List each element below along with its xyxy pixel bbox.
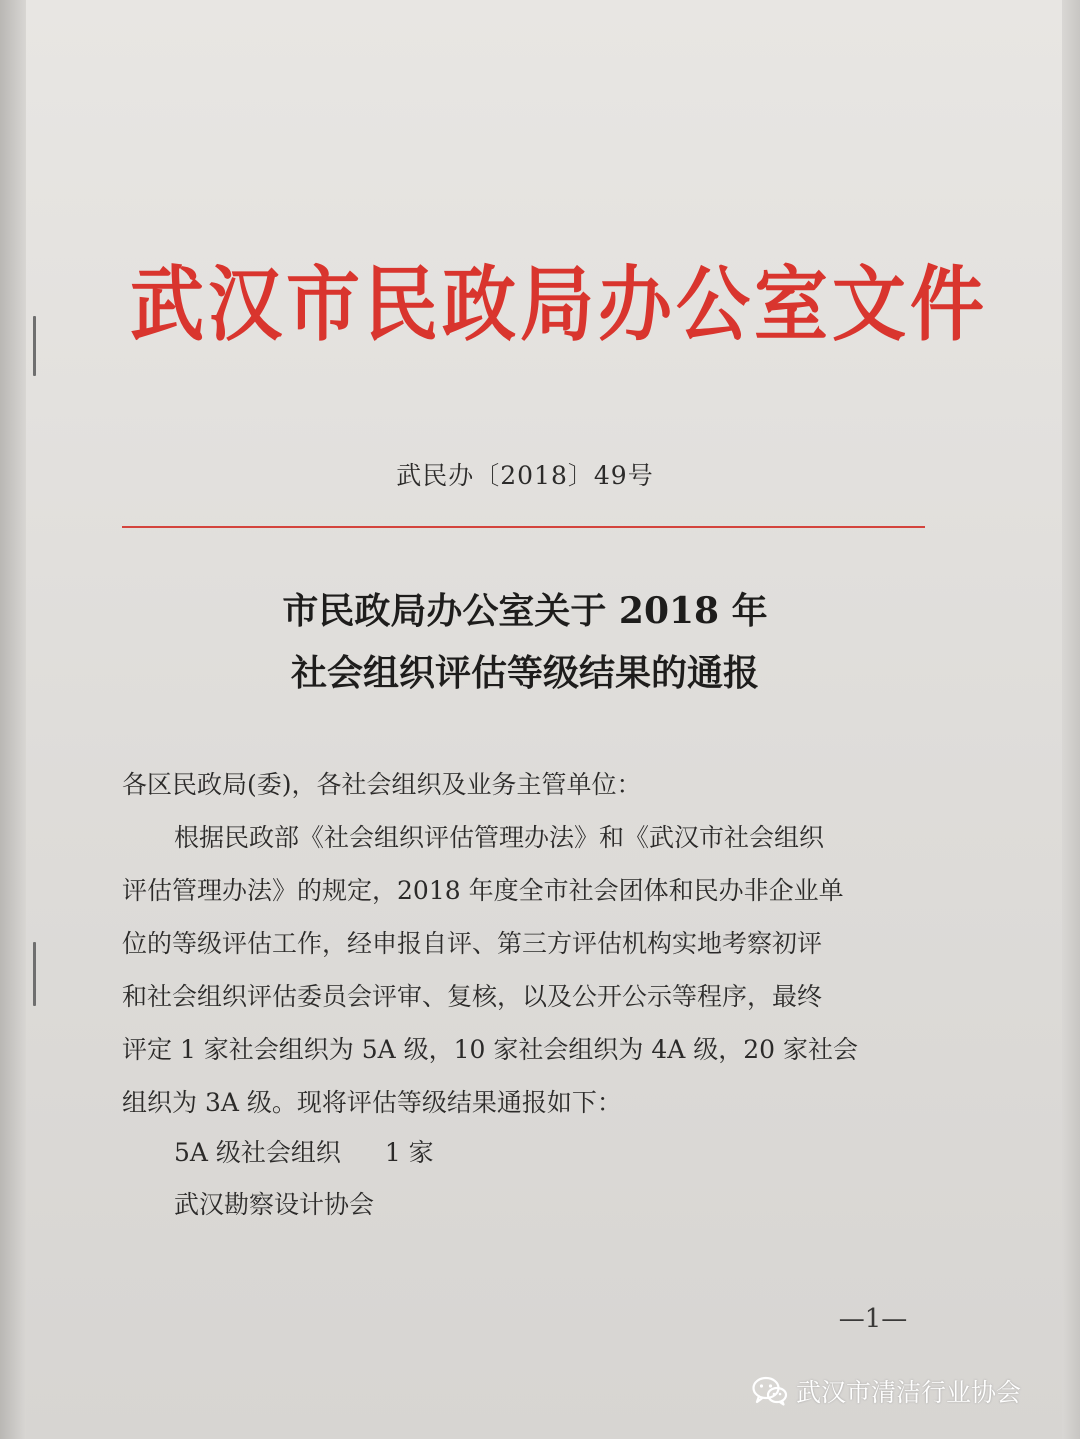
body-line-6: 组织为 3A 级。现将评估等级结果通报如下： (122, 1088, 622, 1117)
document-title-line-2: 社会组织评估等级结果的通报 (290, 652, 759, 694)
page-number: —1— (838, 1304, 908, 1334)
body-line-2: 评估管理办法》的规定，2018 年度全市社会团体和民办非企业单 (122, 876, 844, 905)
body-line-5: 评定 1 家社会组织为 5A 级，10 家社会组织为 4A 级，20 家社会 (122, 1035, 859, 1064)
body-line-1: 根据民政部《社会组织评估管理办法》和《武汉市社会组织 (174, 823, 825, 852)
body-line-4: 和社会组织评估委员会评审、复核，以及公开公示等程序，最终 (122, 982, 823, 1011)
list-item-5a-organization: 武汉勘察设计协会 (174, 1190, 375, 1219)
section-5a-heading (174, 1140, 674, 1165)
binding-staple-bottom (33, 942, 36, 1006)
document-title-line-1: 市民政局办公室关于 2018 年 (282, 590, 768, 632)
wechat-watermark (752, 1368, 1052, 1414)
issuer-header: 武汉市民政局办公室文件 (130, 257, 988, 353)
binding-staple-top (33, 316, 36, 376)
page-left-edge-shadow (0, 0, 26, 1439)
greeting-line: 各区民政局(委)，各社会组织及业务主管单位： (122, 770, 642, 799)
document-number: 武民办〔2018〕49号 (396, 461, 654, 490)
page-right-edge-shadow (1062, 0, 1080, 1439)
red-divider-line (122, 526, 925, 528)
section-5a-count: 1 家 (384, 1138, 434, 1167)
wechat-icon (752, 1376, 788, 1406)
watermark-account-name: 武汉市清洁行业协会 (796, 1378, 1022, 1407)
body-line-3: 位的等级评估工作，经申报自评、第三方评估机构实地考察初评 (122, 929, 823, 958)
section-5a-label: 5A 级社会组织 (174, 1138, 341, 1167)
